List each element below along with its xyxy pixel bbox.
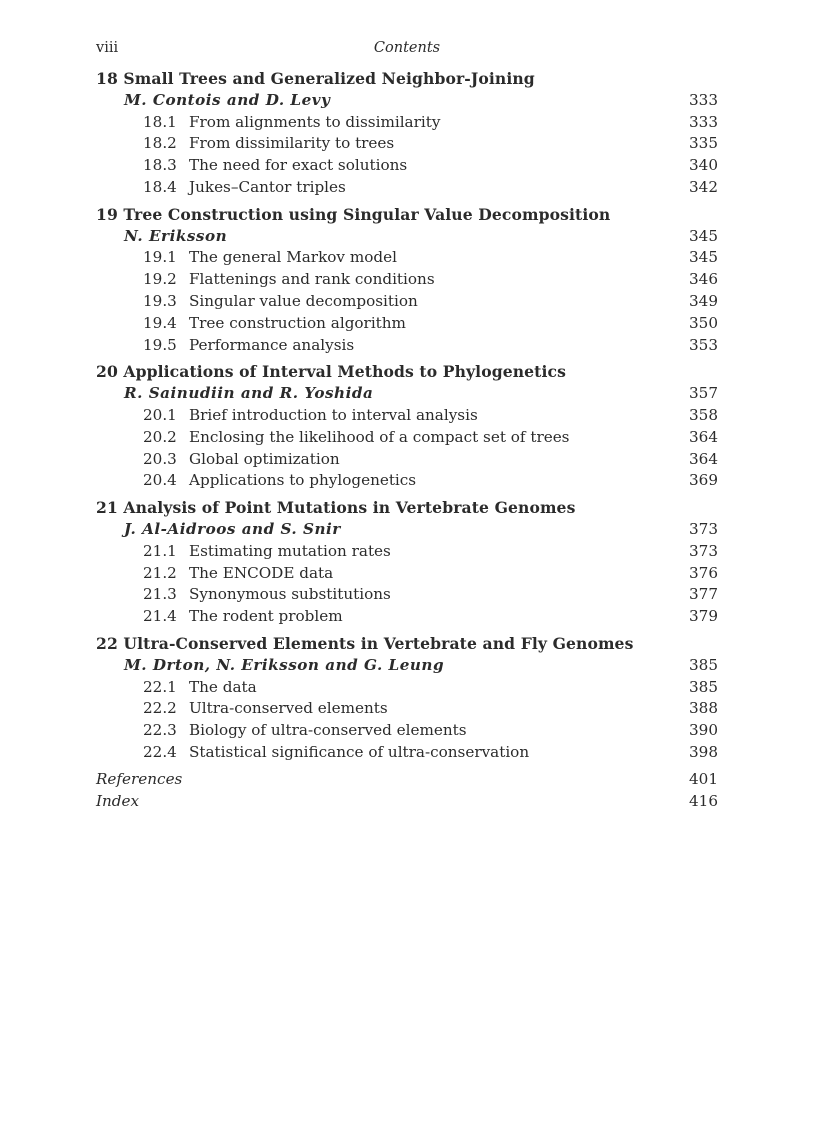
section-page-number: 358 <box>689 405 718 424</box>
section-page-number: 398 <box>689 742 718 761</box>
section-number: 18.4 <box>143 177 177 196</box>
contents-page <box>96 38 718 812</box>
chapter-title-row[interactable] <box>96 204 718 226</box>
section-title: The data <box>189 677 257 696</box>
chapter-authors-row[interactable] <box>96 655 718 677</box>
section-entry[interactable] <box>96 155 718 177</box>
section-title: Estimating mutation rates <box>189 541 391 560</box>
chapter-entry <box>96 361 718 492</box>
section-entry[interactable] <box>96 677 718 699</box>
section-number: 21.3 <box>143 585 177 604</box>
section-title: Biology of ultra-conserved elements <box>189 721 467 740</box>
section-number: 20.3 <box>143 449 177 468</box>
section-entry[interactable] <box>96 177 718 199</box>
chapter-entry <box>96 204 718 357</box>
section-title: Performance analysis <box>189 335 355 354</box>
section-title: Singular value decomposition <box>189 291 418 310</box>
section-number: 19.4 <box>143 313 177 332</box>
chapter-page-number: 373 <box>689 519 718 538</box>
section-title: From alignments to dissimilarity <box>189 112 441 131</box>
section-page-number: 385 <box>689 677 718 696</box>
chapter-title: 21 Analysis of Point Mutations in Vertebrate Genomes <box>96 498 576 518</box>
section-page-number: 376 <box>689 563 718 582</box>
section-title: The general Markov model <box>189 248 397 267</box>
section-page-number: 364 <box>689 427 718 446</box>
section-number: 20.4 <box>143 471 177 490</box>
section-entry[interactable] <box>96 427 718 449</box>
section-title: The ENCODE data <box>189 563 334 582</box>
section-entry[interactable] <box>96 698 718 720</box>
section-page-number: 345 <box>689 248 718 267</box>
section-title: The need for exact solutions <box>189 156 408 175</box>
chapter-authors-row[interactable] <box>96 226 718 248</box>
section-entry[interactable] <box>96 133 718 155</box>
section-number: 22.4 <box>143 742 177 761</box>
section-title: From dissimilarity to trees <box>189 134 395 153</box>
section-page-number: 349 <box>689 291 718 310</box>
section-number: 19.1 <box>143 248 177 267</box>
chapter-authors: J. Al-Aidroos and S. Snir <box>124 519 341 538</box>
chapter-authors-row[interactable] <box>96 519 718 541</box>
section-entry[interactable] <box>96 449 718 471</box>
chapter-page-number: 345 <box>689 226 718 245</box>
section-number: 20.1 <box>143 405 177 424</box>
page-folio: viii <box>96 40 119 56</box>
running-head <box>96 38 718 58</box>
chapter-title: 19 Tree Construction using Singular Value Decomposition <box>96 204 611 224</box>
section-entry[interactable] <box>96 291 718 313</box>
chapter-entry <box>96 633 718 764</box>
running-head-title: Contents <box>373 40 441 56</box>
section-number: 18.2 <box>143 134 177 153</box>
section-entry[interactable] <box>96 313 718 335</box>
section-page-number: 342 <box>689 177 718 196</box>
backmatter-page-number: 401 <box>689 769 718 788</box>
section-page-number: 379 <box>689 607 718 626</box>
section-page-number: 377 <box>689 585 718 604</box>
section-title: Ultra-conserved elements <box>189 699 388 718</box>
section-entry[interactable] <box>96 405 718 427</box>
section-entry[interactable] <box>96 112 718 134</box>
section-number: 18.1 <box>143 112 177 131</box>
table-of-contents <box>96 68 718 812</box>
section-number: 21.1 <box>143 541 177 560</box>
section-page-number: 333 <box>689 112 718 131</box>
section-title: Applications to phylogenetics <box>189 471 417 490</box>
chapter-entry <box>96 497 718 628</box>
chapter-entry <box>96 68 718 199</box>
chapter-title-row[interactable] <box>96 68 718 90</box>
section-title: The rodent problem <box>189 607 343 626</box>
section-page-number: 335 <box>689 134 718 153</box>
section-page-number: 373 <box>689 541 718 560</box>
chapter-authors: R. Sainudiin and R. Yoshida <box>124 384 374 403</box>
chapter-authors: N. Eriksson <box>124 226 228 245</box>
chapter-page-number: 385 <box>689 655 718 674</box>
section-number: 21.4 <box>143 607 177 626</box>
section-number: 18.3 <box>143 156 177 175</box>
section-number: 22.1 <box>143 677 177 696</box>
section-entry[interactable] <box>96 742 718 764</box>
chapter-authors-row[interactable] <box>96 90 718 112</box>
chapter-authors: M. Drton, N. Eriksson and G. Leung <box>124 655 445 674</box>
chapter-title-row[interactable] <box>96 497 718 519</box>
section-page-number: 346 <box>689 270 718 289</box>
section-entry[interactable] <box>96 584 718 606</box>
section-number: 19.5 <box>143 335 177 354</box>
chapter-authors: M. Contois and D. Levy <box>124 90 331 109</box>
chapter-page-number: 333 <box>689 90 718 109</box>
chapter-title-row[interactable] <box>96 633 718 655</box>
section-page-number: 364 <box>689 449 718 468</box>
section-page-number: 340 <box>689 156 718 175</box>
chapter-title: 20 Applications of Interval Methods to Phylogenetics <box>96 362 566 382</box>
section-entry[interactable] <box>96 541 718 563</box>
section-title: Jukes–Cantor triples <box>189 177 346 196</box>
backmatter-entry[interactable] <box>96 769 718 791</box>
section-number: 20.2 <box>143 427 177 446</box>
chapter-title-row[interactable] <box>96 361 718 383</box>
section-page-number: 350 <box>689 313 718 332</box>
section-title: Enclosing the likelihood of a compact set of trees <box>189 427 570 446</box>
section-entry[interactable] <box>96 606 718 628</box>
backmatter-page-number: 416 <box>689 791 718 810</box>
section-number: 21.2 <box>143 563 177 582</box>
section-number: 19.3 <box>143 291 177 310</box>
section-title: Tree construction algorithm <box>189 313 406 332</box>
section-entry[interactable] <box>96 247 718 269</box>
section-page-number: 390 <box>689 721 718 740</box>
backmatter-entry[interactable] <box>96 791 718 813</box>
section-page-number: 369 <box>689 471 718 490</box>
section-entry[interactable] <box>96 470 718 492</box>
section-title: Brief introduction to interval analysis <box>189 405 478 424</box>
section-page-number: 388 <box>689 699 718 718</box>
backmatter-label: Index <box>96 791 140 810</box>
section-title: Flattenings and rank conditions <box>189 270 435 289</box>
section-number: 22.2 <box>143 699 177 718</box>
section-title: Statistical significance of ultra-conservation <box>189 742 530 761</box>
chapter-title: 18 Small Trees and Generalized Neighbor-Joining <box>96 69 535 88</box>
section-entry[interactable] <box>96 335 718 357</box>
section-number: 19.2 <box>143 270 177 289</box>
section-title: Global optimization <box>189 449 340 468</box>
chapter-page-number: 357 <box>689 384 718 403</box>
section-entry[interactable] <box>96 720 718 742</box>
section-entry[interactable] <box>96 563 718 585</box>
section-title: Synonymous substitutions <box>189 585 391 604</box>
section-page-number: 353 <box>689 335 718 354</box>
chapter-authors-row[interactable] <box>96 383 718 405</box>
section-entry[interactable] <box>96 269 718 291</box>
section-number: 22.3 <box>143 721 177 740</box>
chapter-title: 22 Ultra-Conserved Elements in Vertebrate and Fly Genomes <box>96 633 634 653</box>
backmatter-label: References <box>96 769 183 788</box>
